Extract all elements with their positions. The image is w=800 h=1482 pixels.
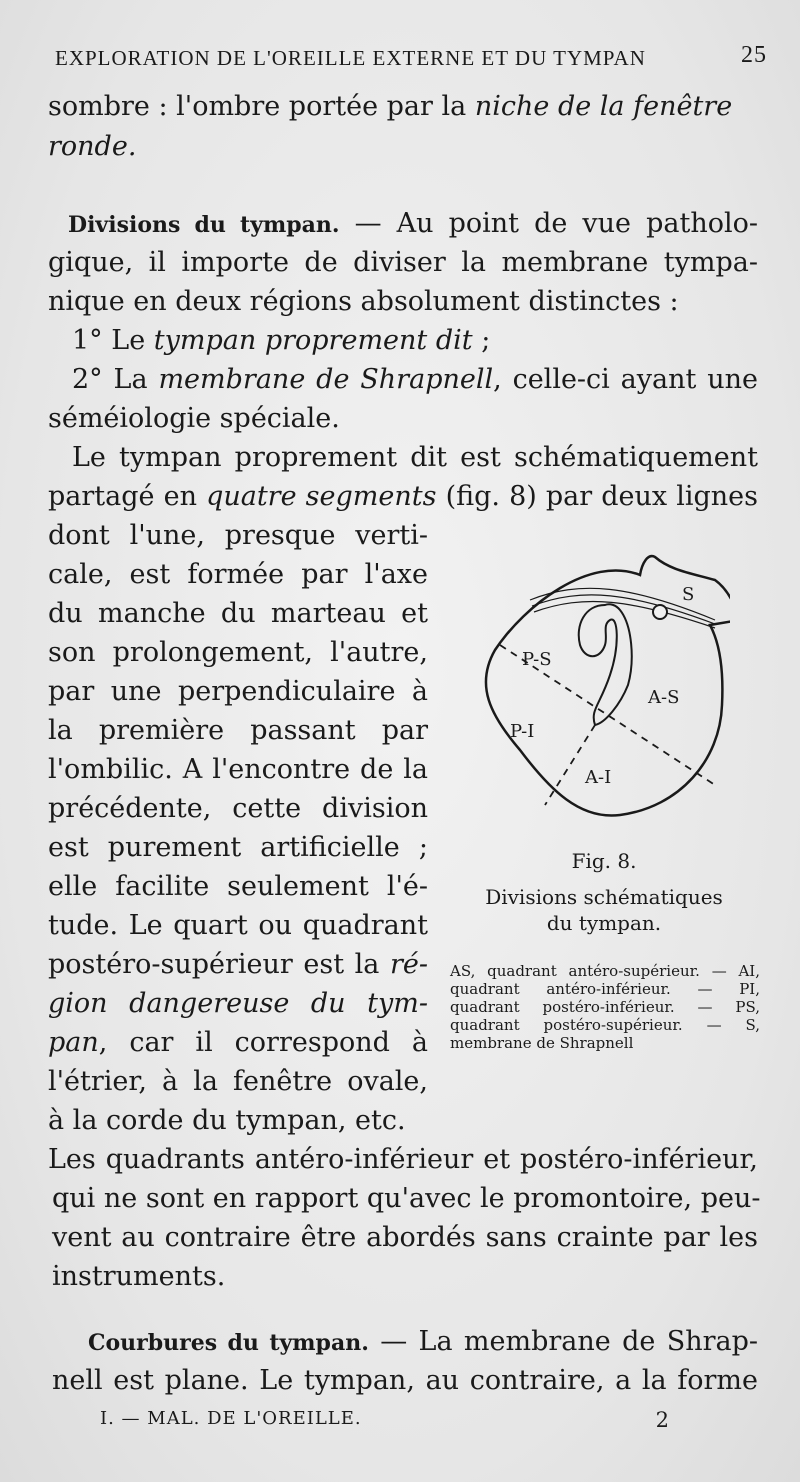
- text-line: gique, il importe de diviser la membrane tympa-: [48, 247, 758, 278]
- text-span: , celle-ci ayant une: [493, 364, 758, 395]
- text-line: l'ombilic. A l'encontre de la: [48, 754, 428, 785]
- text-line: la première passant par: [48, 715, 428, 746]
- text-line: [48, 478, 758, 516]
- running-head: [55, 38, 767, 78]
- figure-number: Fig. 8.: [571, 849, 637, 873]
- text-line: est purement artificielle ;: [48, 832, 428, 863]
- text-line: tude. Le quart ou quadrant: [48, 910, 428, 941]
- list-item: [72, 322, 782, 360]
- section-title-divisions: Divisions du tympan.: [68, 212, 340, 238]
- italic-span: tympan proprement dit: [153, 325, 473, 356]
- text-line: précédente, cette division: [48, 793, 428, 824]
- text-line: nell est plane. Le tympan, au contraire, a la forme: [52, 1365, 758, 1396]
- italic-span: quatre segments: [206, 481, 437, 512]
- tympanum-diagram: [470, 545, 730, 835]
- page-number: 25: [741, 42, 767, 68]
- figure-caption-title-line: Divisions schématiques: [485, 885, 723, 909]
- text-line: elle facilite seulement l'é-: [48, 871, 428, 902]
- text-span: postéro-supérieur est la: [48, 949, 390, 980]
- text-line: qui ne sont en rapport qu'avec le promontoire, peu-: [52, 1183, 761, 1214]
- italic-span: membrane de Shrapnell: [158, 364, 494, 395]
- label-pi: P-I: [510, 721, 535, 742]
- italic-span: ronde.: [48, 131, 137, 162]
- text-line: du manche du marteau et: [48, 598, 428, 629]
- text-line: dont l'une, presque verti-: [48, 520, 428, 551]
- label-ai: A-I: [585, 767, 612, 788]
- label-s: S: [682, 584, 695, 605]
- label-as: A-S: [648, 687, 680, 708]
- italic-span: ré-: [389, 949, 428, 980]
- section-heading-line: [68, 205, 758, 243]
- label-ps: P-S: [522, 649, 552, 670]
- text-span: (fig. 8) par deux lignes: [436, 481, 759, 512]
- italic-span: gion dangereuse du tym-: [48, 988, 428, 1019]
- italic-span: pan: [48, 1027, 99, 1058]
- text-line: [48, 1024, 428, 1062]
- ossicle-circle: [653, 605, 667, 619]
- section-title-courbures: Courbures du tympan.: [88, 1330, 369, 1356]
- text-span: sombre : l'ombre portée par la: [48, 91, 475, 122]
- text-line: à la corde du tympan, etc.: [48, 1105, 406, 1136]
- page-footer: [100, 1408, 700, 1438]
- text-line: cale, est formée par l'axe: [48, 559, 428, 590]
- figure-8: [440, 545, 768, 1090]
- figure-caption-title-line: du tympan.: [546, 911, 662, 935]
- text-line: [48, 88, 758, 126]
- figure-caption-legend: AS, quadrant antéro-supérieur. — AI, quadrant antéro-inférieur. — PI, quadrant postéro-inférieur. — PS, quadrant postéro-supérieur. — S, membrane de Shrapnell: [450, 962, 760, 1052]
- text-line: Les quadrants antéro-inférieur et postéro-inférieur,: [48, 1144, 758, 1175]
- text-line: son prolongement, l'autre,: [48, 637, 428, 668]
- handle-axis-line: [545, 725, 595, 805]
- list-item: [72, 361, 758, 399]
- section-heading-line: [88, 1323, 758, 1361]
- text-span: — La membrane de Shrap-: [368, 1326, 758, 1357]
- text-span: partagé en: [48, 481, 207, 512]
- footer-signature-number: 2: [655, 1408, 670, 1432]
- italic-span: niche de la fenêtre: [474, 91, 733, 122]
- text-span: , car il correspond à: [98, 1027, 428, 1058]
- text-line: nique en deux régions absolument distinctes :: [48, 286, 679, 317]
- text-line: [48, 985, 428, 1023]
- running-title: EXPLORATION DE L'OREILLE EXTERNE ET DU TYMPAN: [55, 46, 646, 70]
- text-span: 1° Le: [72, 325, 154, 356]
- text-line: vent au contraire être abordés sans crainte par les: [52, 1222, 758, 1253]
- text-span: 2° La: [72, 364, 159, 395]
- text-line: [48, 128, 758, 166]
- malleus-handle: [579, 604, 632, 725]
- text-line: par une perpendiculaire à: [48, 676, 428, 707]
- text-span: ;: [472, 325, 491, 356]
- text-span: — Au point de vue patholo-: [339, 208, 758, 239]
- text-line: Le tympan proprement dit est schématiquement: [72, 442, 758, 473]
- text-line: séméiologie spéciale.: [48, 403, 340, 434]
- text-line: [48, 946, 428, 984]
- footer-signature: I. — MAL. DE L'OREILLE.: [100, 1408, 362, 1429]
- text-line: l'étrier, à la fenêtre ovale,: [48, 1066, 428, 1097]
- text-line: instruments.: [52, 1261, 226, 1292]
